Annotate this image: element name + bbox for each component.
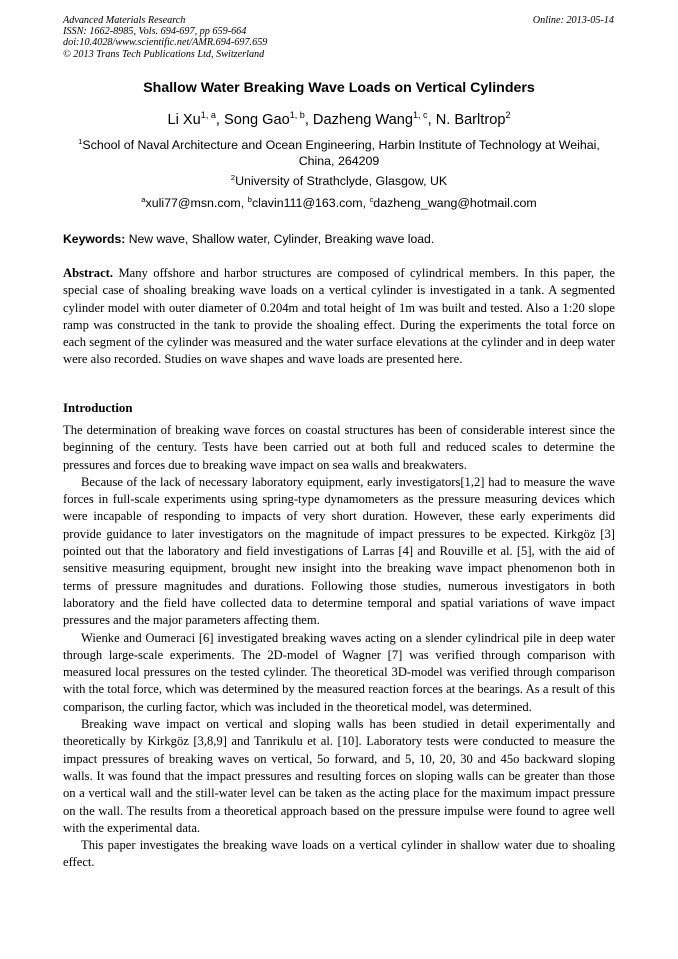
abstract-text: Many offshore and harbor structures are composed of cylindrical members. In this paper, the special case of shoaling breaking wave loads on a vertical cylinder is investigated in a tank. A segmented cylinder model with outer diameter of 0.204m and total height of 1m was built and tested. Also a 1:20 slope ramp was constructed in the tank to provide the shoaling effect. During the experiments the total force on each segment of the cylinder was measured and the water surface elevations at the cylinder and in deep water were also recorded. Studies on wave shapes and wave loads are presented here.	[63, 266, 615, 367]
copyright-line: © 2013 Trans Tech Publications Ltd, Switzerland	[63, 48, 265, 60]
author-sup: 1, c	[412, 110, 428, 121]
section-heading: Introduction	[63, 401, 133, 415]
email-sup: a	[141, 194, 146, 204]
abstract-label: Abstract.	[63, 266, 114, 280]
email-address: dazheng_wang@hotmail.com	[373, 196, 537, 210]
paper-title: Shallow Water Breaking Wave Loads on Vertical Cylinders	[143, 80, 535, 96]
abstract	[63, 265, 615, 369]
paragraph: The determination of breaking wave forces on coastal structures has been of considerable interest since the beginning of the century. Tests have been carried out at both full and reduced scales to determine the pressures and forces due to breaking wave impact on sea walls and breakwaters.	[63, 423, 615, 472]
email-sup: b	[247, 194, 252, 204]
journal-name: Advanced Materials Research	[63, 15, 186, 26]
issn-line: ISSN: 1662-8985, Vols. 694-697, pp 659-664	[63, 26, 247, 38]
author-name: Dazheng Wang	[312, 112, 413, 128]
author-sup: 2	[505, 110, 511, 121]
author-sup: 1, b	[289, 110, 305, 121]
affiliation-sup: 1	[78, 136, 83, 146]
author-name: Li Xu	[167, 112, 201, 128]
online-date: Online: 2013-05-14	[532, 15, 614, 26]
paragraph: This paper investigates the breaking wave loads on a vertical cylinder in shallow water due to shoaling effect.	[63, 838, 615, 870]
affiliation-text: University of Strathclyde, Glasgow, UK	[235, 174, 448, 188]
paragraph: Breaking wave impact on vertical and sloping walls has been studied in detail experimentally and theoretically by Kirkgöz [3,8,9] and Tanrikulu et al. [10]. Laboratory tests were conducted to measure the impact pressures of breaking waves on vertical, 5o forward, and 5, 10, 20, 30 and 45o backward sloping walls. It was found that the impact pressures and resulting forces on sloping walls can be greater than those on a vertical wall and the still-water level can be taken as the acting place for the maximum impact pressure on the wall. The results from a theoretical approach based on the pressure impulse were found to agree well with the experimental data.	[63, 717, 615, 835]
doi-line: doi:10.4028/www.scientific.net/AMR.694-697.659	[63, 37, 268, 49]
email-sup: c	[369, 194, 374, 204]
journal-header	[63, 15, 267, 60]
author-name: N. Barltrop	[435, 112, 506, 128]
affiliation-text: School of Naval Architecture and Ocean Engineering, Harbin Institute of Technology at Weihai, China, 264209	[82, 138, 600, 168]
author-name: Song Gao	[223, 112, 290, 128]
email-address: clavin111@163.com	[251, 196, 363, 210]
author-sup: 1, a	[200, 110, 216, 121]
paragraph: Wienke and Oumeraci [6] investigated breaking waves acting on a slender cylindrical pile in deep water through large-scale experiments. The 2D-model of Wagner [7] was verified through comparison with measured local pressures on the tested cylinder. The theoretical 3D-model was verified through comparison with the total force, which was determined by the measured reaction forces at the bearings. As a result of this comparison, the curling factor, which was included in the theoretical model, was determined.	[63, 630, 615, 714]
author-list: Li Xu$^{1, a}$, Song Gao$^{1, b}$, Dazheng Wang$^{1, c}$, N. Barltrop$^2$	[167, 110, 511, 128]
email-address: xuli77@msn.com	[145, 196, 241, 210]
keywords	[63, 232, 615, 246]
paragraph: Because of the lack of necessary laboratory equipment, early investigators[1,2] had to measure the wave forces in full-scale experiments using spring-type dynamometers as the pressure measuring devices which were incapable of responding to impacts of very short duration. However, these early experiments did provide guidance to later investigators on the magnitude of impact pressures to be expected. Kirkgöz [3] pointed out that the laboratory and field investigations of Larras [4] and Rouville et al. [5], with the aid of sensitive measuring equipment, brought new insight into the breaking wave impact phenomenon both in terms of pressure magnitudes and durations. Following those studies, numerous investigators in both laboratory and the field have collected data to determine temporal and spatial variations of wave impact pressures and the major parameters affecting them.	[63, 474, 615, 628]
keywords-text: New wave, Shallow water, Cylinder, Breaking wave load.	[128, 232, 435, 246]
keywords-label: Keywords:	[63, 232, 126, 246]
affiliation-1	[63, 137, 615, 169]
affiliation-sup: 2	[230, 172, 236, 182]
introduction-body	[63, 422, 615, 872]
email-list: $^a$xuli77@msn.com, $^b$clavin111@163.com, $^c$dazheng_wang@hotmail.com	[141, 194, 537, 210]
affiliation-2	[63, 173, 615, 189]
